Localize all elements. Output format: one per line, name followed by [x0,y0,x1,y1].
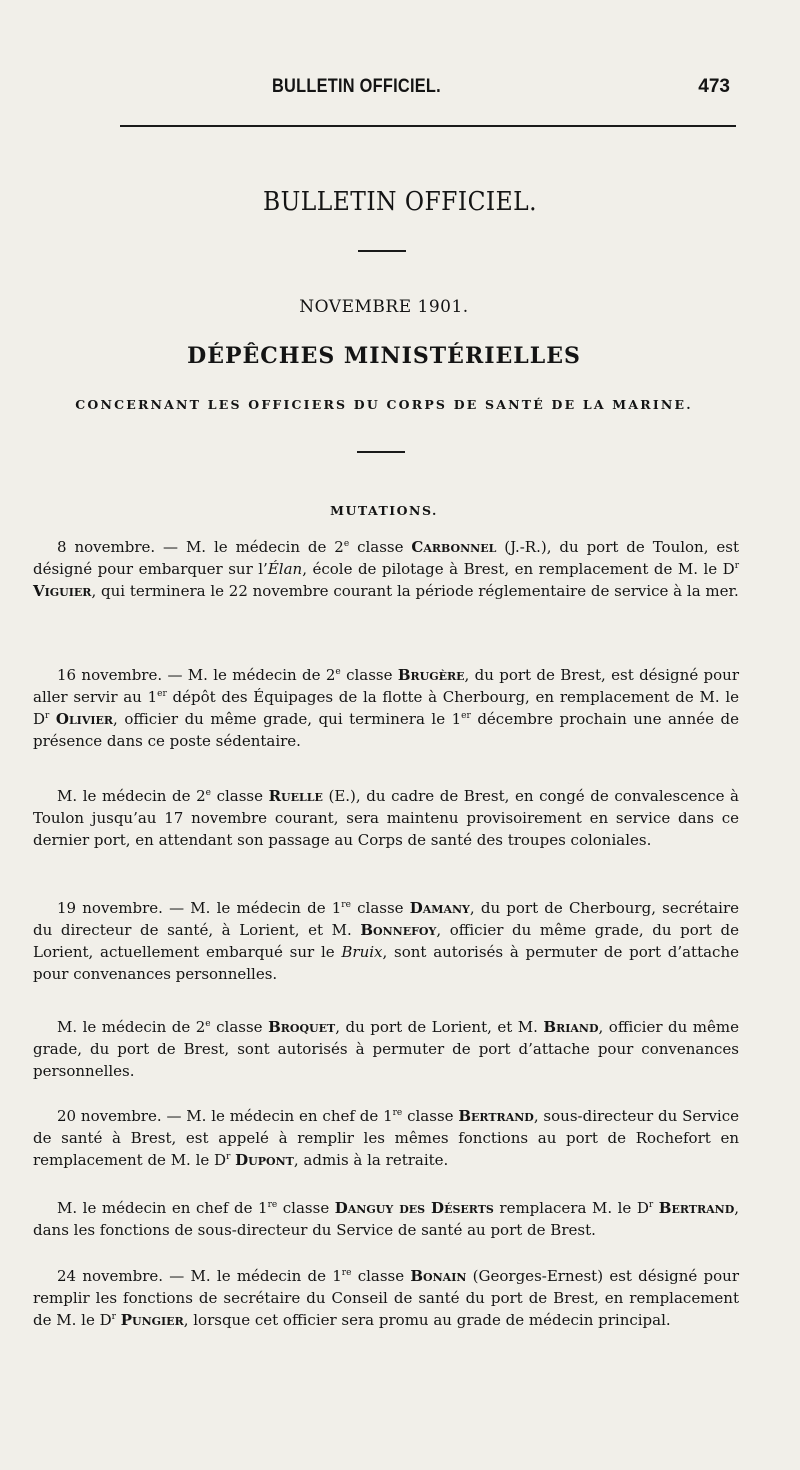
person-name: Broquet [268,1018,336,1036]
section-subtitle: CONCERNANT LES OFFICIERS DU CORPS DE SANTÉ DE LA MARINE. [75,397,693,412]
paragraph-ruelle: M. le médecin de 2e classe Ruelle (E.), du cadre de Brest, en congé de convalescence à Toulon jusqu’au 17 novembre courant, sera maintenu provisoirement en service dans ce dernier port, en attendant son passage au Corps de santé des troupes coloniales. [33,787,739,849]
person-name: Damany [409,899,470,917]
paragraph-8-novembre: 8 novembre. — M. le médecin de 2e classe Carbonnel (J.-R.), du port de Toulon, est désigné pour embarquer sur l’Élan, école de pilotage à Brest, en remplacement de M. le $D^r$ Viguier, qui terminera le 22 novembre courant la période réglementaire de service à la mer. [33,538,739,600]
paragraph-19-novembre: 19 novembre. — M. le médecin de 1re classe Damany, du port de Cherbourg, secrétaire du directeur de santé, à Lorient, et M. Bonnefoy, officier du même grade, du port de Lorient, actuellement embarqué sur le Bruix, sont autorisés à permuter de port d’attache pour convenances personnelles. [33,899,739,983]
document-title: BULLETIN OFFICIEL. [262,187,538,217]
mutations-heading: MUTATIONS. [330,503,438,518]
running-title: BULLETIN OFFICIEL. [272,76,441,97]
ship-name: Élan [267,560,303,578]
person-name: Pungier [120,1311,184,1329]
person-name: Brugère [397,666,465,684]
person-name: Viguier [33,582,92,600]
person-name: Briand [543,1018,599,1036]
paragraph-24-novembre: 24 novembre. — M. le médecin de 1re classe Bonain (Georges-Ernest) est désigné pour remplir les fonctions de secrétaire du Conseil de santé du port de Brest, en remplacement de M. le $D^r$ Pungier, lorsque cet officier sera promu au grade de médecin principal. [33,1267,739,1329]
person-name: Bonnefoy [360,921,437,939]
paragraph-20-novembre: 20 novembre. — M. le médecin en chef de 1re classe Bertrand, sous-directeur du Service de santé à Brest, est appelé à remplir les mêmes fonctions au port de Rochefort en remplacement de M. le $D^r$ Dupont, admis à la retraite. [33,1107,739,1169]
section-title: DÉPÊCHES MINISTÉRIELLES [187,343,581,369]
person-name: Bertrand [458,1107,534,1125]
page-number: 473 [698,76,730,97]
person-name: Danguy des Déserts [334,1199,494,1217]
date-line: NOVEMBRE 1901. [299,297,469,317]
running-header [0,76,800,106]
paragraph-broquet: M. le médecin de 2e classe Broquet, du port de Lorient, et M. Briand, officier du même grade, du port de Brest, sont autorisés à permuter de port d’attache pour convenances personnelles. [33,1018,739,1080]
section-rule [357,451,405,453]
header-rule [120,125,736,127]
person-name: Carbonnel [411,538,497,556]
person-name: Bonain [410,1267,467,1285]
person-name: Dupont [235,1151,294,1169]
title-rule [358,250,406,252]
person-name: Bertrand [658,1199,735,1217]
paragraph-16-novembre: 16 novembre. — M. le médecin de 2e classe Brugère, du port de Brest, est désigné pour aller servir au 1er dépôt des Équipages de la flotte à Cherbourg, en remplacement de M. le $D^r$ Olivier, officier du même grade, qui terminera le 1er décembre prochain une année de présence dans ce poste sédentaire. [33,666,739,750]
paragraph-danguy: M. le médecin en chef de 1re classe Danguy des Déserts remplacera M. le $D^r$ Bertrand, dans les fonctions de sous-directeur du Service de santé au port de Brest. [33,1199,740,1239]
person-name: Olivier [55,710,114,728]
ship-name: Bruix [341,943,383,961]
person-name: Ruelle [268,787,323,805]
